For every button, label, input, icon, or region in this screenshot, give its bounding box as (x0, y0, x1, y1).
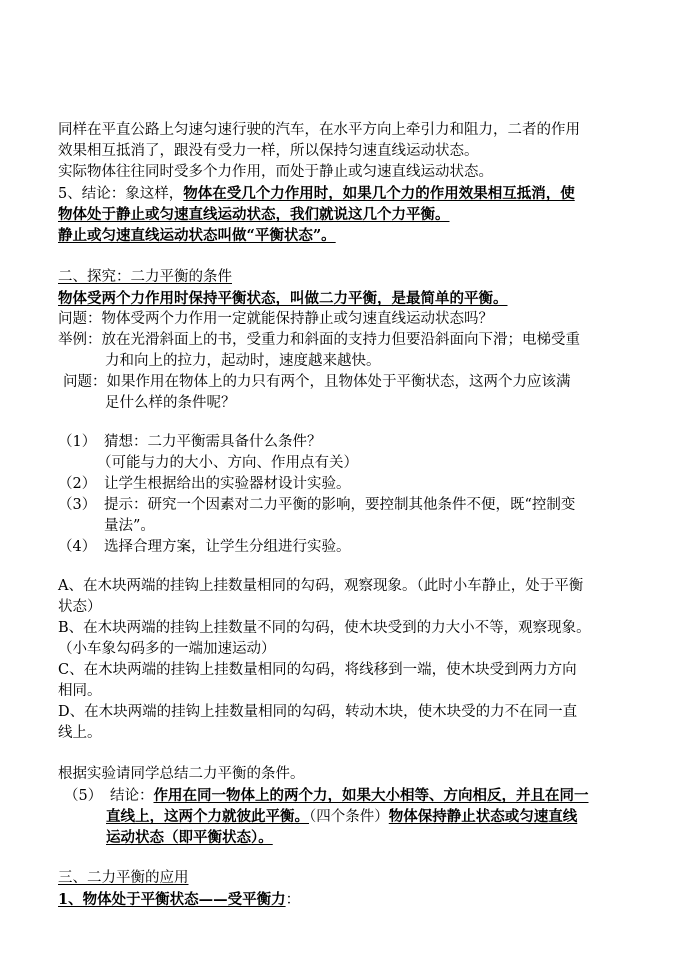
conclusion-text-cont: 物体处于静止或匀速直线运动状态，我们就说这几个力平衡。 (58, 206, 450, 223)
section-heading-3: 三、二力平衡的应用 (58, 870, 189, 886)
balance-state-result-cont: 运动状态（即平衡状态）。 (106, 829, 273, 846)
step-1-note: （可能与力的大小、方向、作用点有关） (97, 455, 358, 471)
step-3-cont: 量法”。 (104, 518, 155, 534)
conclusion-line (58, 183, 575, 205)
experiment-a-cont: 状态） (58, 599, 102, 615)
question-line-2-cont: 足什么样的条件呢？ (105, 395, 236, 411)
conclusion-label: 5、结论：象这样， (58, 186, 184, 202)
balance-condition: 作用在同一物体上的两个力，如果大小相等、方向相反，并且在同一 (153, 787, 589, 804)
step-5-cont (106, 806, 577, 828)
step-text: 让学生根据给出的实验器材设计实验。 (104, 476, 351, 492)
step-1 (58, 432, 322, 453)
conclusion-text: 物体在受几个力作用时，如果几个力的作用效果相互抵消，使 (183, 185, 575, 202)
example-line-cont: 力和向上的拉力，起动时，速度越来越快。 (105, 353, 381, 369)
application-1-text: 1、物体处于平衡状态——受平衡力 (58, 891, 286, 908)
balance-state-definition: 静止或匀速直线运动状态叫做“平衡状态”。 (58, 227, 336, 244)
experiment-b-cont: （小车象勾码多的一端加速运动） (58, 641, 276, 657)
balance-state-result: 物体保持静止状态或匀速直线 (388, 808, 578, 825)
step-text: 选择合理方案，让学生分组进行实验。 (104, 539, 351, 555)
example-line: 举例：放在光滑斜面上的书，受重力和斜面的支持力但要沿斜面向下滑；电梯受重 (58, 332, 580, 348)
four-conditions-note: （四个条件） (309, 809, 389, 825)
experiment-b: B、在木块两端的挂钩上挂数量不同的勾码，使木块受到的力大小不等，观察现象。 (58, 620, 591, 636)
experiment-d-cont: 线上。 (58, 725, 102, 741)
step-3 (58, 495, 575, 516)
experiment-c-cont: 相同。 (58, 683, 102, 699)
two-force-balance-definition: 物体受两个力作用时保持平衡状态，叫做二力平衡，是最简单的平衡。 (58, 290, 508, 307)
question-line: 问题：物体受两个力作用一定就能保持静止或匀速直线运动状态吗？ (58, 311, 493, 327)
step-text: 猜想：二力平衡需具备什么条件？ (104, 434, 322, 450)
step-number: （2） (58, 476, 97, 492)
step-text: 提示：研究一个因素对二力平衡的影响，要控制其他条件不便，既“控制变 (104, 497, 576, 513)
step-2 (58, 474, 351, 495)
experiment-a: A、在木块两端的挂钩上挂数量相同的勾码，观察现象。（此时小车静止，处于平衡 (58, 578, 584, 594)
paragraph-line: 同样在平直公路上匀速匀速行驶的汽车，在水平方向上牵引力和阻力，二者的作用 (58, 122, 580, 138)
application-1 (58, 889, 300, 911)
application-1-colon: ： (285, 892, 301, 908)
step-number: （4） (58, 539, 97, 555)
balance-condition-cont: 直线上，这两个力就彼此平衡。 (106, 808, 309, 825)
step-number: （3） (58, 497, 97, 513)
step-5 (64, 785, 589, 807)
step-label: 结论： (110, 788, 154, 804)
paragraph-line: 实际物体往往同时受多个力作用，而处于静止或匀速直线运动状态。 (58, 164, 493, 180)
section-heading-2: 二、探究：二力平衡的条件 (58, 269, 232, 285)
step-4 (58, 537, 351, 558)
summary-prompt: 根据实验请同学总结二力平衡的条件。 (58, 766, 305, 782)
step-number: （5） (64, 788, 103, 804)
step-number: （1） (58, 434, 97, 450)
paragraph-line: 效果相互抵消了，跟没有受力一样，所以保持匀速直线运动状态。 (58, 143, 479, 159)
question-line-2: 问题：如果作用在物体上的力只有两个，且物体处于平衡状态，这两个力应该满 (63, 374, 571, 390)
experiment-c: C、在木块两端的挂钩上挂数量相同的勾码，将线移到一端，使木块受到两力方向 (58, 662, 577, 678)
experiment-d: D、在木块两端的挂钩上挂数量相同的勾码，转动木块，使木块受的力不在同一直 (58, 704, 578, 720)
